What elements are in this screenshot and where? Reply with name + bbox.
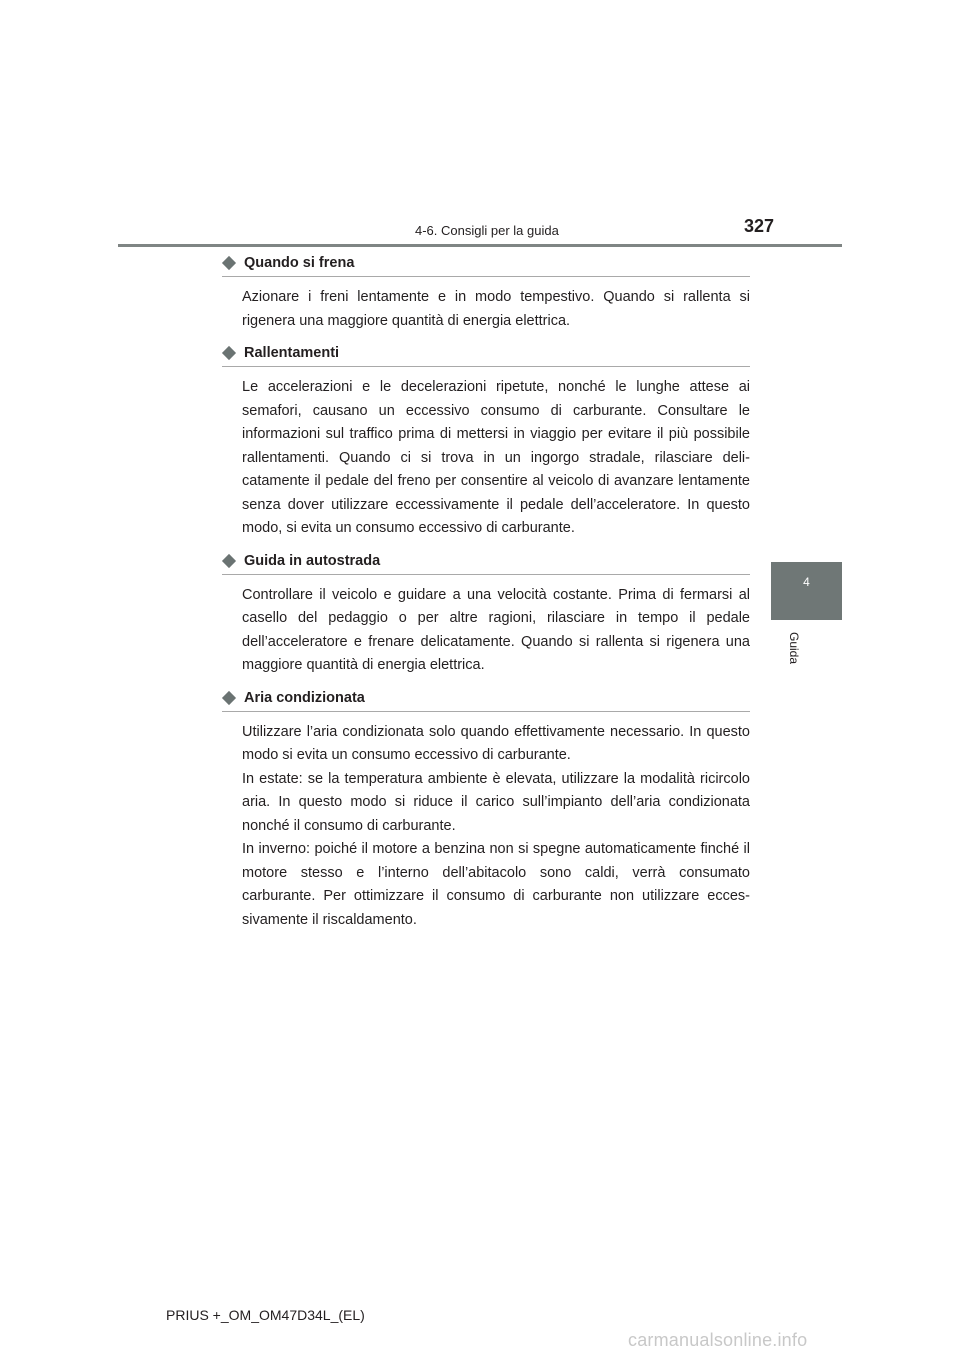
- section-quando-si-frena: [222, 253, 750, 333]
- paragraph: Le accelerazioni e le decelerazioni ripetute, nonché le lunghe attese ai semafori, causano un eccessivo consumo di carburante. Consultare le informazioni sul traffico prima di mettersi in viaggio per evitare il più possibile rallentamenti. Quando ci si trova in un ingorgo stradale, rilasciare delicatamente il pedale del freno per consentire al veicolo di avanzare lentamente senza dover utilizzare eccessivamente il pedale dell’acceleratore. In questo modo, si evita un consumo eccessivo di carburante.: [242, 379, 750, 536]
- section-body: [242, 584, 750, 678]
- watermark: carmanualsonline.info: [628, 1330, 808, 1350]
- diamond-bullet-icon: [222, 690, 236, 704]
- section-aria-condizionata: [222, 688, 750, 933]
- chapter-number: 4: [803, 575, 810, 589]
- section-heading: [222, 253, 750, 277]
- section-heading: [222, 551, 750, 575]
- section-heading-text: Aria condizionata: [244, 689, 365, 706]
- chapter-tab: [771, 562, 842, 620]
- paragraph: Controllare il veicolo e guidare a una velocità costante. Prima di fermarsi al casello del pedaggio o per altre ragioni, rilasciare in tempo il pedale dell’acceleratore e frenare delicatamente. Quando si rallenta si rigenera una maggiore quantità di energia elettrica.: [242, 586, 750, 673]
- page-content: [222, 253, 750, 942]
- diamond-bullet-icon: [222, 553, 236, 567]
- running-header-section-title: 4-6. Consigli per la guida: [415, 223, 559, 238]
- section-heading: [222, 343, 750, 367]
- section-body: [242, 721, 750, 933]
- paragraph: In estate: se la temperatura ambiente è elevata, utilizzare la modalità ricircolo aria. In questo modo si riduce il carico sull’impianto dell’aria condizionata nonché il consumo di carburante.: [242, 770, 750, 834]
- section-heading: [222, 688, 750, 712]
- chapter-label: Guida: [787, 632, 801, 665]
- header-rule: [118, 244, 842, 247]
- section-body: [242, 286, 750, 333]
- page-number: 327: [744, 216, 775, 236]
- section-rallentamenti: [222, 343, 750, 541]
- paragraph: Azionare i freni lentamente e in modo tempestivo. Quando si rallenta si rigenera una maggiore quantità di energia elettrica.: [242, 289, 750, 329]
- section-heading-text: Guida in autostrada: [244, 552, 381, 569]
- diamond-bullet-icon: [222, 346, 236, 360]
- paragraph: Utilizzare l’aria condizionata solo quando effettivamente necessario. In questo modo si evita un consumo eccessivo di carburante.: [242, 723, 750, 763]
- section-heading-text: Rallentamenti: [244, 345, 340, 361]
- paragraph: In inverno: poiché il motore a benzina non si spegne automaticamente finché il motore stesso e l’interno dell’abitacolo sono caldi, verrà consumato carburante. Per ottimizzare il consumo di carburante non utilizzare eccessivamente il riscaldamento.: [242, 841, 750, 928]
- footer-document-code: PRIUS +_OM_OM47D34L_(EL): [166, 1307, 365, 1323]
- diamond-bullet-icon: [222, 256, 236, 270]
- section-guida-in-autostrada: [222, 551, 750, 678]
- section-body: [242, 376, 750, 541]
- section-heading-text: Quando si frena: [244, 255, 355, 271]
